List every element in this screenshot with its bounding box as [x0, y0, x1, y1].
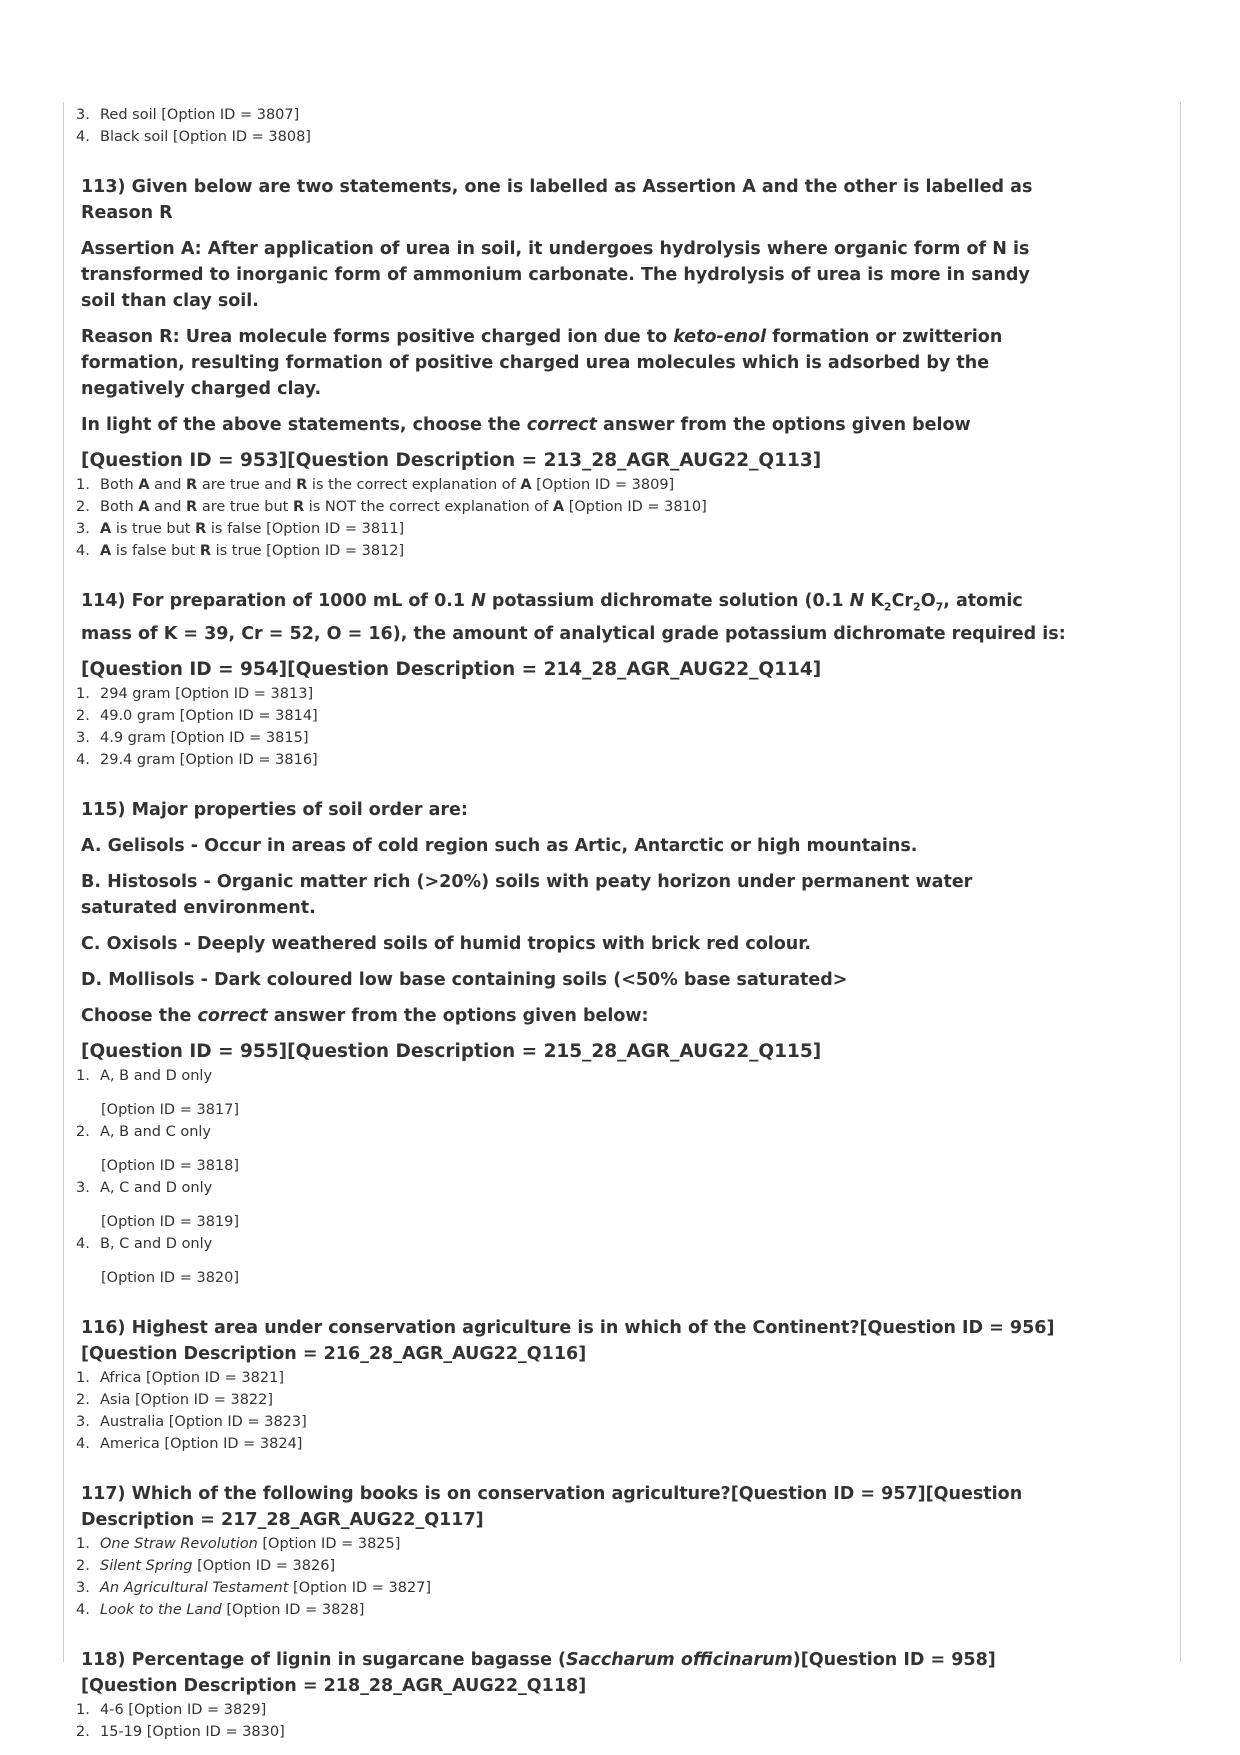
option-item: 1. A, B and D only [Option ID = 3817] [76, 1067, 240, 1118]
question-id: [Question ID = 955][Question Description = 215_28_AGR_AUG22_Q115] [81, 1040, 822, 1062]
option-item: 2. 49.0 gram [Option ID = 3814] [76, 707, 318, 724]
option-item: 4. B, C and D only [Option ID = 3820] [76, 1235, 240, 1286]
question-115 [0, 797, 1070, 1065]
q113-options [0, 474, 1240, 562]
q118-options [0, 1699, 1240, 1743]
question-113 [0, 174, 1070, 474]
option-item: 2. Both A and R are true but R is NOT the correct explanation of A [Option ID = 3810] [76, 499, 707, 515]
option-item: 2. A, B and C only [Option ID = 3818] [76, 1123, 240, 1174]
q112-options [0, 104, 1240, 148]
question-heading: 117) Which of the following books is on conservation agriculture?[Question ID = 957][Question Description = 217_28_AGR_AUG22_Q117] [81, 1483, 1023, 1530]
option-item: 2. Silent Spring [Option ID = 3826] [76, 1557, 336, 1574]
instruction-text: Choose the correct answer from the options given below: [81, 1005, 649, 1026]
question-heading: 113) Given below are two statements, one is labelled as Assertion A and the other is labelled as Reason R [81, 177, 1033, 223]
statement-d: D. Mollisols - Dark coloured low base containing soils (<50% base saturated> [81, 969, 848, 990]
option-item: 3. An Agricultural Testament [Option ID = 3827] [76, 1579, 432, 1596]
assertion-text: Assertion A: After application of urea in soil, it undergoes hydrolysis where organic form of N is transformed to inorganic form of ammonium carbonate. The hydrolysis of urea is more in sandy soil than clay soil. [81, 239, 1030, 311]
question-heading: 115) Major properties of soil order are: [81, 799, 468, 820]
statement-a: A. Gelisols - Occur in areas of cold region such as Artic, Antarctic or high mountains. [81, 835, 918, 856]
option-item: 1. 294 gram [Option ID = 3813] [76, 685, 314, 702]
option-item: 3. A is true but R is false [Option ID = 3811] [76, 521, 405, 537]
q114-options [0, 683, 1240, 771]
q115-options [0, 1065, 1240, 1289]
question-id: [Question ID = 953][Question Description = 213_28_AGR_AUG22_Q113] [81, 450, 822, 471]
option-item: 1. One Straw Revolution [Option ID = 3825] [76, 1535, 401, 1552]
question-118 [0, 1647, 1070, 1699]
option-item: 2. 15-19 [Option ID = 3830] [76, 1723, 285, 1740]
option-item: 3. 4.9 gram [Option ID = 3815] [76, 729, 309, 746]
question-117 [0, 1481, 1070, 1533]
question-id: [Question ID = 954][Question Description = 214_28_AGR_AUG22_Q114] [81, 658, 822, 680]
statement-c: C. Oxisols - Deeply weathered soils of humid tropics with brick red colour. [81, 933, 811, 954]
question-heading: 118) Percentage of lignin in sugarcane bagasse (Saccharum officinarum)[Question ID = 958][Question Description = 218_28_AGR_AUG22_Q118] [81, 1649, 996, 1696]
reason-text: Reason R: Urea molecule forms positive charged ion due to keto-enol formation or zwitterion formation, resulting formation of positive charged urea molecules which is adsorbed by the negatively charged clay. [81, 327, 1003, 399]
option-item: 2. Asia [Option ID = 3822] [76, 1391, 274, 1408]
option-item: 3. A, C and D only [Option ID = 3819] [76, 1179, 240, 1230]
option-item: 3. Red soil [Option ID = 3807] [76, 107, 300, 123]
question-heading: 114) For preparation of 1000 mL of 0.1 N potassium dichromate solution (0.1 N $K_2Cr_2O_7$, atomic mass of K = 39, Cr = 52, O = 16), the amount of analytical grade potassium dichromate required is: [81, 591, 1066, 644]
question-heading: 116) Highest area under conservation agriculture is in which of the Continent?[Question ID = 956][Question Description = 216_28_AGR_AUG22_Q116] [81, 1317, 1055, 1364]
option-item: 1. 4-6 [Option ID = 3829] [76, 1701, 267, 1718]
instruction-text: In light of the above statements, choose the correct answer from the options given below [81, 415, 971, 435]
statement-b: B. Histosols - Organic matter rich (>20%) soils with peaty horizon under permanent water saturated environment. [81, 871, 973, 918]
option-item: 3. Australia [Option ID = 3823] [76, 1413, 307, 1430]
option-item: 4. Look to the Land [Option ID = 3828] [76, 1601, 365, 1618]
option-item: 4. A is false but R is true [Option ID = 3812] [76, 543, 405, 559]
q116-options [0, 1367, 1240, 1455]
q117-options [0, 1533, 1240, 1621]
option-item: 4. 29.4 gram [Option ID = 3816] [76, 751, 318, 768]
option-item: 1. Both A and R are true and R is the correct explanation of A [Option ID = 3809] [76, 477, 675, 493]
question-114 [0, 588, 1070, 683]
option-item: 1. Africa [Option ID = 3821] [76, 1369, 284, 1386]
question-116 [0, 1315, 1070, 1367]
question-sheet [0, 104, 1240, 1743]
option-item: 4. America [Option ID = 3824] [76, 1435, 303, 1452]
option-item: 4. Black soil [Option ID = 3808] [76, 129, 311, 145]
